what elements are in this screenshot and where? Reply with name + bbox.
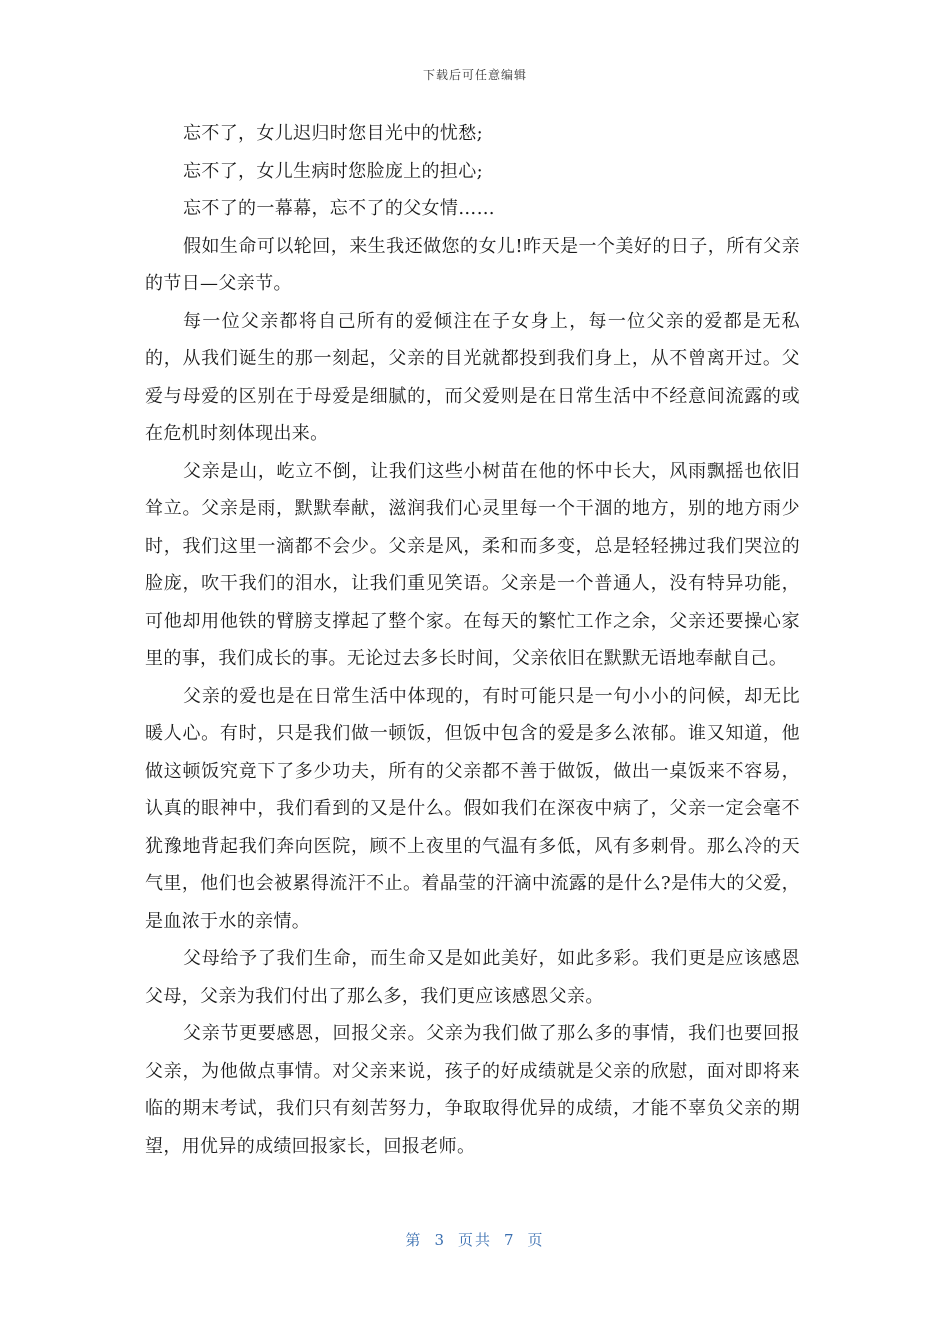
paragraph: 忘不了的一幕幕，忘不了的父女情…… bbox=[183, 198, 495, 219]
paragraph: 忘不了，女儿迟归时您目光中的忧愁; bbox=[183, 123, 484, 144]
page-label-suffix: 页 bbox=[527, 1231, 545, 1249]
paragraph: 每一位父亲都将自己所有的爱倾注在子女身上，每一位父亲的爱都是无私的，从我们诞生的那一刻起，父亲的目光就都投到我们身上，从不曾离开过。父爱与母爱的区别在于母爱是细腻的，而父爱则是在日常生活中不经意间流露的或在危机时刻体现出来。 bbox=[145, 310, 800, 444]
page-label-prefix: 第 bbox=[405, 1231, 423, 1249]
page-label-middle: 页共 bbox=[457, 1231, 492, 1249]
document-body bbox=[145, 115, 800, 1165]
paragraph: 忘不了，女儿生病时您脸庞上的担心; bbox=[183, 160, 484, 182]
paragraph: 父亲节更要感恩，回报父亲。父亲为我们做了那么多的事情，我们也要回报父亲，为他做点事情。对父亲来说，孩子的好成绩就是父亲的欣慰，面对即将来临的期末考试，我们只有刻苦努力，争取取得优异的成绩，才能不辜负父亲的期望，用优异的成绩回报家长，回报老师。 bbox=[145, 1023, 800, 1157]
total-page-number: 7 bbox=[504, 1231, 516, 1249]
page-header: 下载后可任意编辑 bbox=[422, 68, 527, 82]
current-page-number: 3 bbox=[434, 1231, 446, 1249]
paragraph: 父母给予了我们生命，而生命又是如此美好，如此多彩。我们更是应该感恩父母，父亲为我们付出了那么多，我们更应该感恩父亲。 bbox=[145, 948, 800, 1007]
paragraph: 父亲是山，屹立不倒，让我们这些小树苗在他的怀中长大，风雨飘摇也依旧耸立。父亲是雨，默默奉献，滋润我们心灵里每一个干涸的地方，别的地方雨少时，我们这里一滴都不会少。父亲是风，柔和而多变，总是轻轻拂过我们哭泣的脸庞，吹干我们的泪水，让我们重见笑语。父亲是一个普通人，没有特异功能，可他却用他铁的臂膀支撑起了整个家。在每天的繁忙工作之余，父亲还要操心家里的事，我们成长的事。无论过去多长时间，父亲依旧在默默无语地奉献自己。 bbox=[145, 460, 800, 669]
page-number-footer bbox=[0, 1229, 950, 1250]
paragraph: 假如生命可以轮回，来生我还做您的女儿!昨天是一个美好的日子，所有父亲的节日—父亲节。 bbox=[145, 235, 800, 294]
paragraph: 父亲的爱也是在日常生活中体现的，有时可能只是一句小小的问候，却无比暖人心。有时，只是我们做一顿饭，但饭中包含的爱是多么浓郁。谁又知道，他做这顿饭究竟下了多少功夫，所有的父亲都不善于做饭，做出一桌饭来不容易，认真的眼神中，我们看到的又是什么。假如我们在深夜中病了，父亲一定会毫不犹豫地背起我们奔向医院，顾不上夜里的气温有多低，风有多刺骨。那么冷的天气里，他们也会被累得流汗不止。着晶莹的汗滴中流露的是什么?是伟大的父爱，是血浓于水的亲情。 bbox=[145, 685, 800, 932]
